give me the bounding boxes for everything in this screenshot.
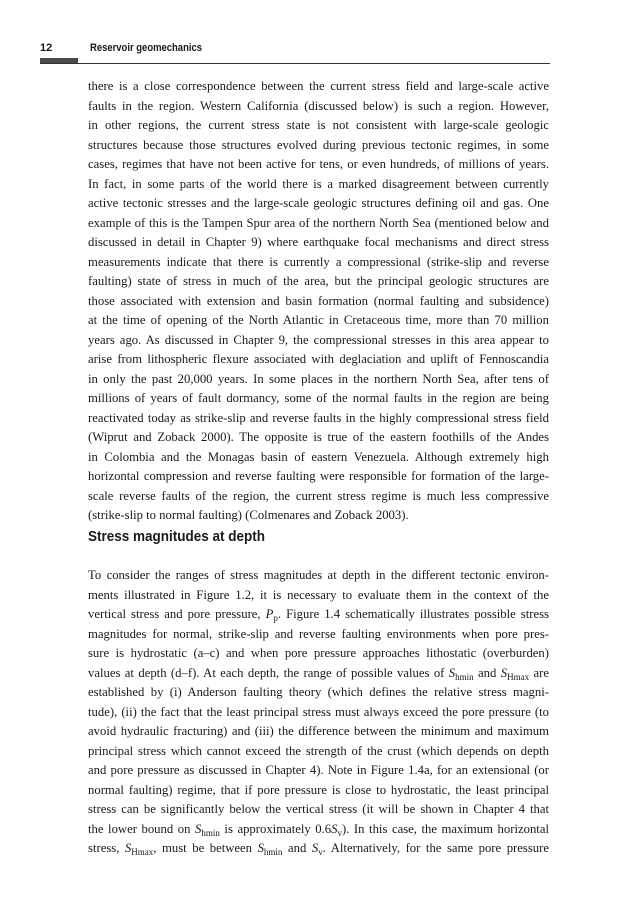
text-line: (strike-slip to normal faulting) (Colmenares and Zoback 2003). xyxy=(88,508,409,522)
text-line: sure is hydrostatic (a–c) and when pore pressure approaches lithostatic (overburden) xyxy=(88,646,549,660)
section-heading: Stress magnitudes at depth xyxy=(88,528,266,545)
text-line: magnitudes for normal, strike-slip and reverse faulting environments when pore pres- xyxy=(88,626,549,641)
text-line: example of this is the Tampen Spur area of the northern North Sea (mentioned below and xyxy=(88,215,549,230)
text-line: discussed in detail in Chapter 9) where earthquake focal mechanisms and direct stress xyxy=(88,235,549,249)
text-line: the lower bound on $S_{hmin}$ is approximately $0.6S_v$). In this case, the maximum horizontal xyxy=(88,821,549,838)
running-head: Reservoir geomechanics xyxy=(90,42,203,54)
text-line: and pore pressure as discussed in Chapter 4). Note in Figure 1.4a, for an extensional (or xyxy=(88,763,549,777)
text-line: faults in the region. Western California (discussed below) is such a region. However, xyxy=(88,98,549,113)
text-line: principal stress which cannot exceed the strength of the crust (which depends on depth xyxy=(88,743,549,758)
text-line: stress, $S_{Hmax}$, must be between $S_{hmin}$ and $S_v$. Alternatively, for the same pore pressure xyxy=(88,841,549,857)
text-line: at the time of opening of the North Atlantic in Cretaceous time, more than 70 million xyxy=(88,313,549,327)
text-line: reactivated today as strike-slip and reverse faults in the highly compressional stress field xyxy=(88,410,549,425)
paragraph-1 xyxy=(88,77,549,526)
text-line: faulting) state of stress in much of the area, but the principal geologic structures are xyxy=(88,274,549,288)
paragraph-2 xyxy=(88,566,549,859)
text-line: ments illustrated in Figure 1.2, it is necessary to evaluate them in the context of the xyxy=(88,587,549,602)
text-line: structures because those structures evolved during previous tectonic regimes, in some xyxy=(88,137,549,152)
text-line: (Wiprut and Zoback 2000). The opposite is true of the eastern foothills of the Andes xyxy=(88,430,549,444)
text-line: in Colombia and the Monagas basin of eastern Venezuela. Although extremely high xyxy=(88,449,549,464)
text-line: those associated with extension and basin formation (normal faulting and subsidence) xyxy=(88,293,549,308)
text-line: horizontal compression and reverse faulting were responsible for formation of the large- xyxy=(88,469,549,483)
text-line: millions of years of fault dormancy, some of the normal faults in the region are being xyxy=(88,391,549,405)
text-line: cases, regimes that have not been active for tens, or even hundreds, of millions of years. xyxy=(88,157,549,171)
text-line: normal faulting) regime, that if pore pressure is close to hydrostatic, the least principal xyxy=(88,782,549,797)
text-line: vertical stress and pore pressure, $P_p$. Figure 1.4 schematically illustrates possible stress xyxy=(88,607,549,623)
header-rule xyxy=(40,63,550,64)
text-line: active tectonic stresses and the large-scale geologic structures defining oil and gas. One xyxy=(88,196,549,210)
text-line: To consider the ranges of stress magnitudes at depth in the different tectonic environ- xyxy=(88,568,549,582)
text-line: arise from lithospheric flexure associated with deglaciation and uplift of Fennoscandia xyxy=(88,352,549,366)
text-line: avoid hydraulic fracturing) and (iii) the difference between the minimum and maximum xyxy=(88,724,549,738)
text-line: measurements indicate that there is currently a compressional (strike-slip and reverse xyxy=(88,254,549,269)
text-line: In fact, in some parts of the world there is a marked disagreement between currently xyxy=(88,176,549,191)
text-line: established by (i) Anderson faulting theory (which defines the relative stress magni- xyxy=(88,685,549,699)
page-number: 12 xyxy=(40,42,53,54)
text-line: tude), (ii) the fact that the least principal stress must always exceed the pore pressure (to xyxy=(88,704,549,719)
text-line: values at depth (d–f). At each depth, the range of possible values of $S_{hmin}$ and $S_{Hmax}$ are xyxy=(88,665,549,682)
text-line: stress can be significantly below the vertical stress (it will be shown in Chapter 4 that xyxy=(88,802,549,816)
text-line: scale reverse faults of the region, the current stress regime is much less compressive xyxy=(88,488,549,503)
text-line: in other regions, the current stress state is not consistent with large-scale geologic xyxy=(88,118,549,132)
text-line: there is a close correspondence between the current stress field and large-scale active xyxy=(88,79,549,93)
text-line: years ago. As discussed in Chapter 9, the compressional stresses in this area appear to xyxy=(88,332,549,347)
text-line: in only the past 20,000 years. In some places in the northern North Sea, after tens of xyxy=(88,371,549,386)
